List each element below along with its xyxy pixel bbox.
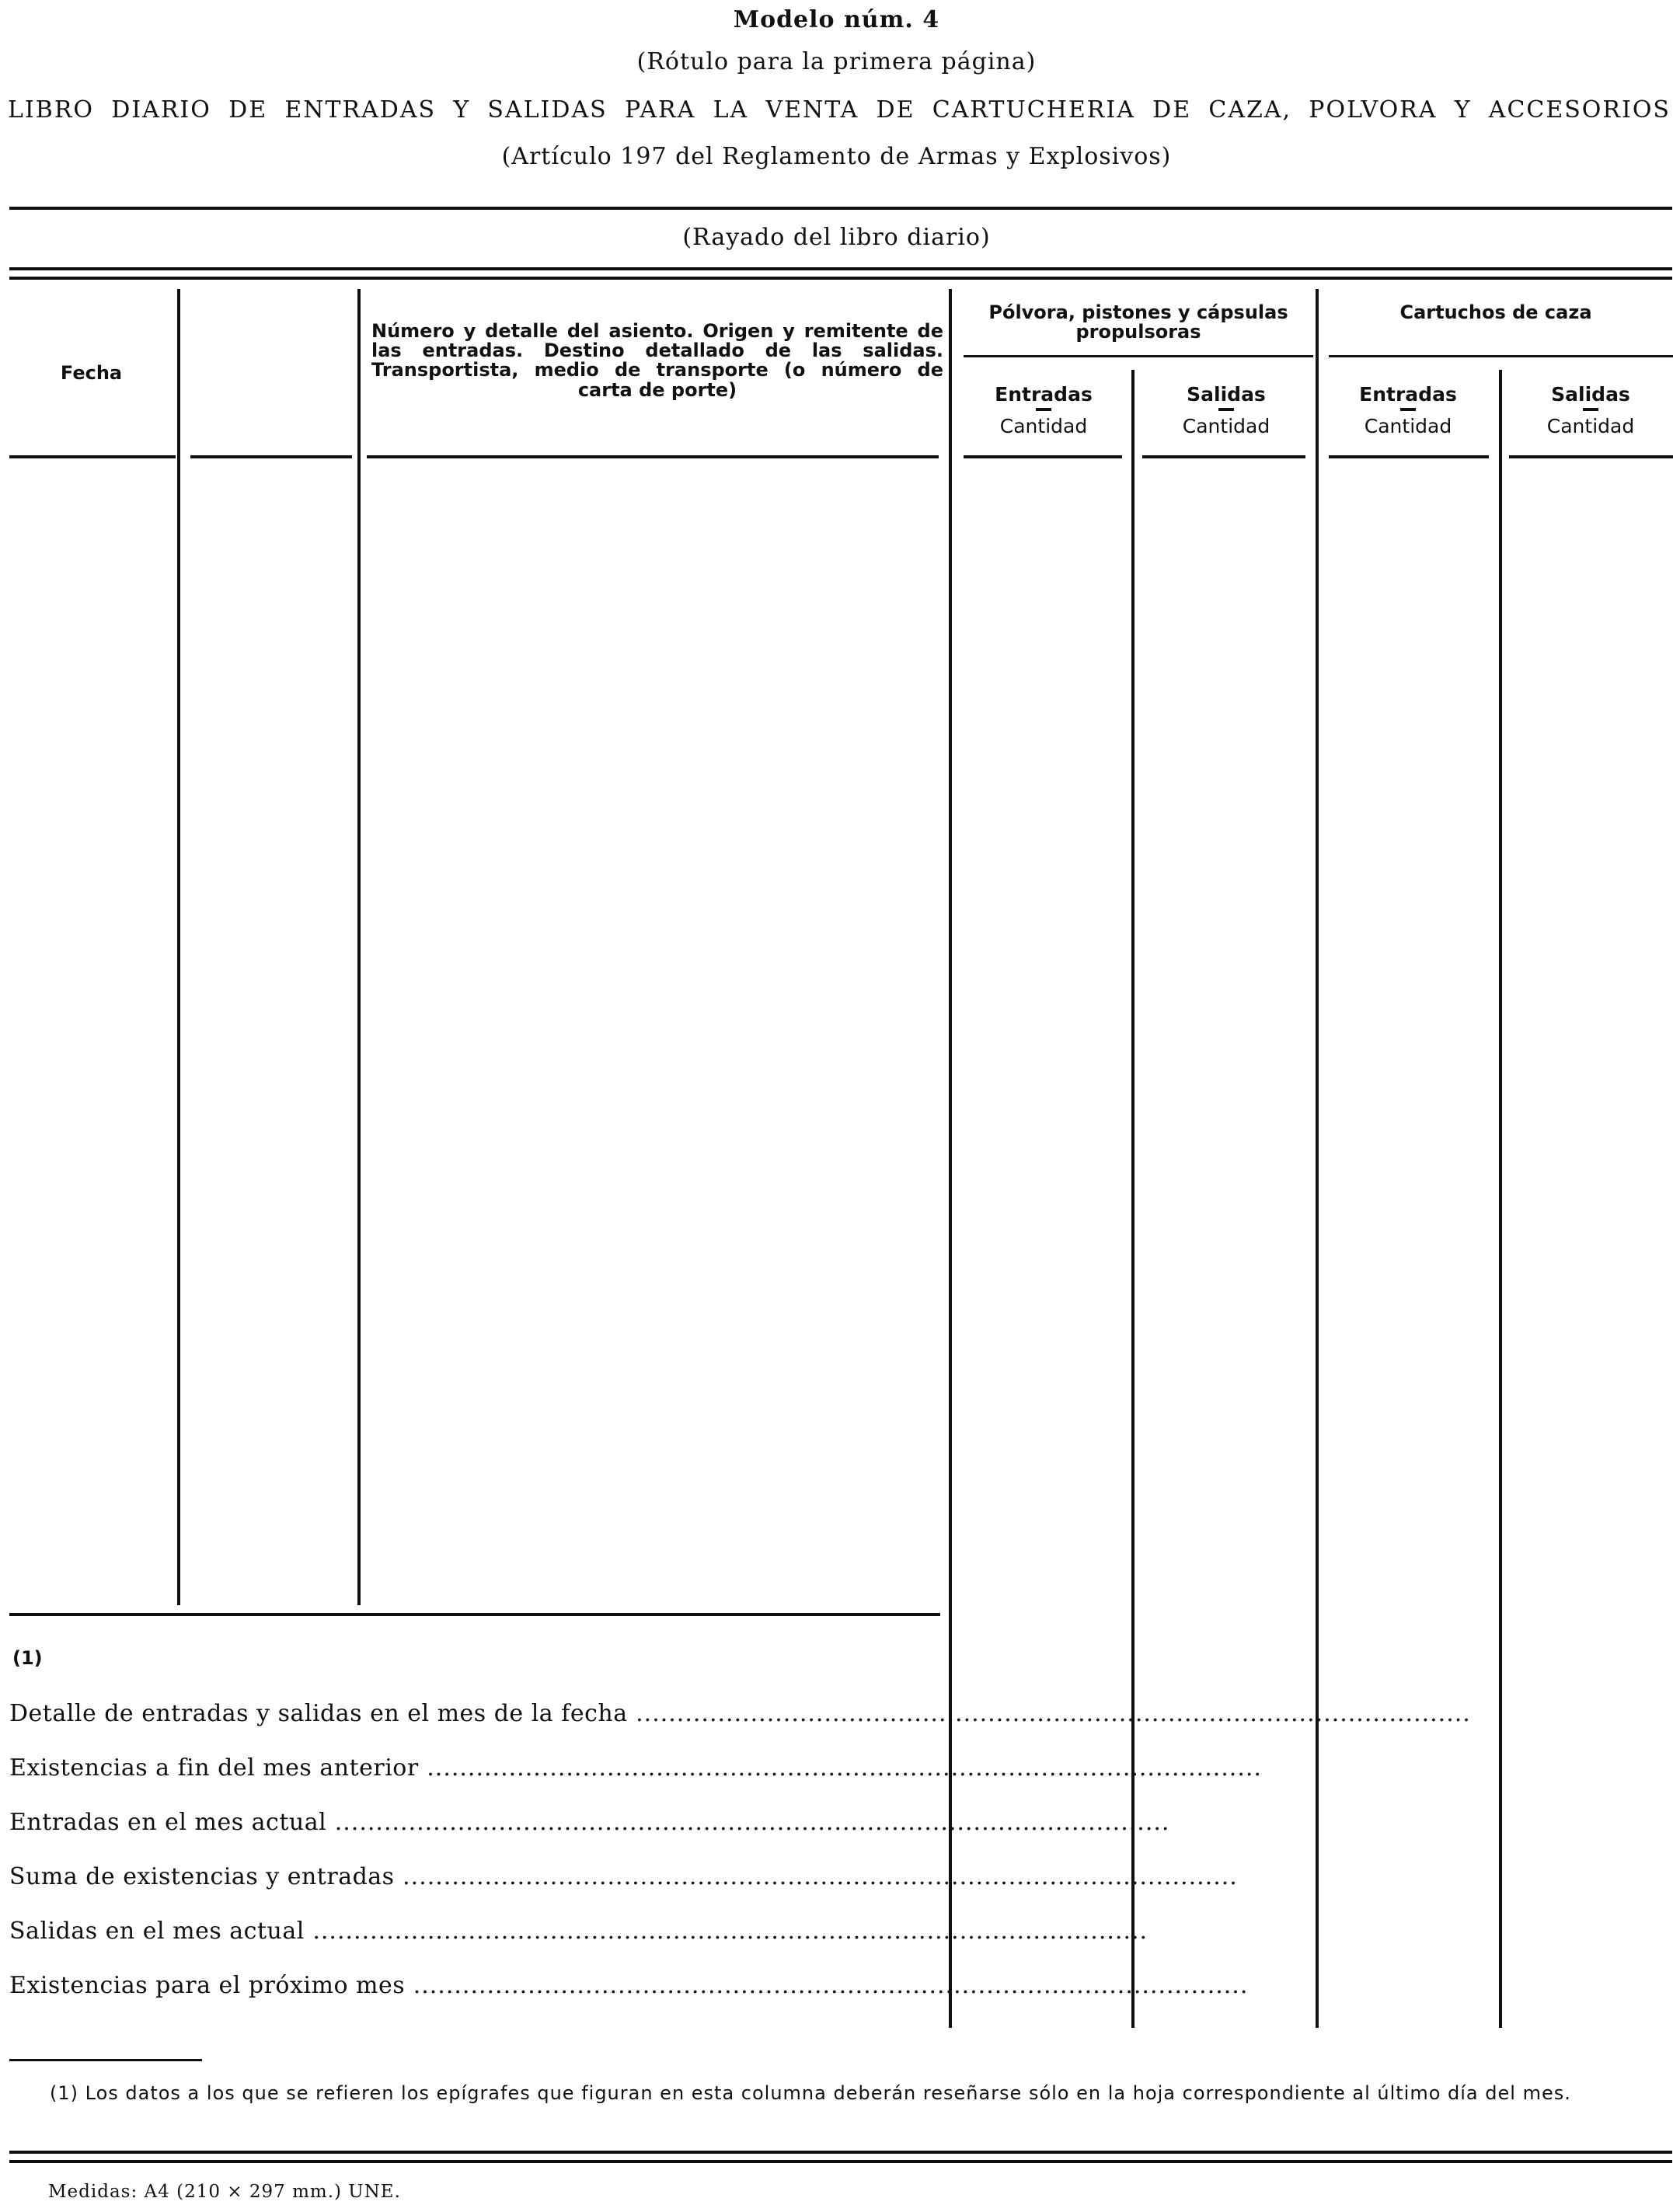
book-title: LIBRO DIARIO DE ENTRADAS Y SALIDAS PARA LA VENTA DE CARTUCHERIA DE CAZA, POLVORA Y ACCESORIOS [8,96,1671,124]
summary-row-label: Suma de existencias y entradas [9,1863,395,1890]
rule-bottom-a [9,2151,1672,2154]
dash-separator [1036,408,1051,411]
header-rule-seg [964,455,1122,458]
rule-bottom-b [9,2160,1672,2163]
summary-row [9,1863,1238,1890]
body-bottom-rule [9,1613,940,1616]
header-rule-seg [190,455,352,458]
group-rule-cartuchos [1329,355,1673,357]
subheader-cantidad-label: Cantidad [1182,414,1270,437]
subheader-cantidad-label: Cantidad [999,414,1088,437]
subheader-polvora-entradas [966,384,1121,437]
summary-row [9,1754,1262,1782]
article-reference: (Artículo 197 del Reglamento de Armas y Explosivos) [501,143,1172,170]
footnote-rule [9,2059,202,2061]
header-rule-seg [9,455,176,458]
label-note: (Rótulo para la primera página) [636,48,1037,75]
note-marker: (1) [12,1647,43,1669]
subheader-polvora-salidas [1148,384,1304,437]
page-dimensions: Medidas: A4 (210 × 297 mm.) UNE. [48,2182,401,2202]
column-divider [177,289,180,1605]
dash-separator [1400,408,1416,411]
subheader-salidas-label: Salidas [1551,383,1630,406]
rule-top [9,207,1672,210]
rule-double-b [9,277,1672,280]
group-rule-polvora [964,355,1313,357]
summary-row [9,1700,1471,1727]
subheader-cartuchos-entradas [1330,384,1486,437]
dash-separator [1583,408,1598,411]
column-divider [1499,370,1502,2028]
column-header-detalle: Número y detalle del asiento. Origen y remitente de las entradas. Destino detallado de las salidas. Transportista, medio de transporte (o número de carta de porte) [371,320,943,401]
leader-dots: ...................................................................................................... [326,1809,1170,1836]
summary-row-label: Entradas en el mes actual [9,1809,327,1836]
summary-row-label: Salidas en el mes actual [9,1918,305,1945]
rule-double-a [9,267,1672,270]
model-number: Modelo núm. 4 [733,6,940,33]
subheader-entradas-label: Entradas [1359,383,1457,406]
column-header-fecha: Fecha [60,362,123,384]
leader-dots: ...................................................................................................... [627,1700,1471,1727]
dash-separator [1218,408,1234,411]
footnote-text: (1) Los datos a los que se refieren los epígrafes que figuran en esta columna deberán reseñarse sólo en la hoja correspondiente al último día del mes. [50,2082,1571,2104]
column-divider [1316,289,1319,2028]
leader-dots: ...................................................................................................... [418,1754,1262,1782]
leader-dots: ...................................................................................................... [304,1918,1148,1945]
subheader-entradas-label: Entradas [995,383,1093,406]
leader-dots: ...................................................................................................... [405,1972,1249,1999]
summary-row-label: Existencias a fin del mes anterior [9,1754,419,1782]
ruled-subtitle: (Rayado del libro diario) [682,224,991,251]
summary-row [9,1809,1170,1836]
subheader-salidas-label: Salidas [1187,383,1266,406]
header-rule-seg [1509,455,1673,458]
group-header-cartuchos: Cartuchos de caza [1399,301,1592,323]
group-header-polvora: Pólvora, pistones y cápsulas propulsoras [988,301,1288,343]
header-rule-seg [1142,455,1305,458]
summary-row-label: Existencias para el próximo mes [9,1972,406,1999]
summary-row [9,1918,1148,1945]
subheader-cantidad-label: Cantidad [1364,414,1452,437]
subheader-cantidad-label: Cantidad [1546,414,1635,437]
summary-row-label: Detalle de entradas y salidas en el mes de la fecha [9,1700,628,1727]
header-rule-seg [367,455,939,458]
summary-row [9,1972,1249,1999]
subheader-cartuchos-salidas [1513,384,1668,437]
header-rule-seg [1329,455,1489,458]
leader-dots: ...................................................................................................... [394,1863,1238,1890]
column-divider [357,289,361,1605]
